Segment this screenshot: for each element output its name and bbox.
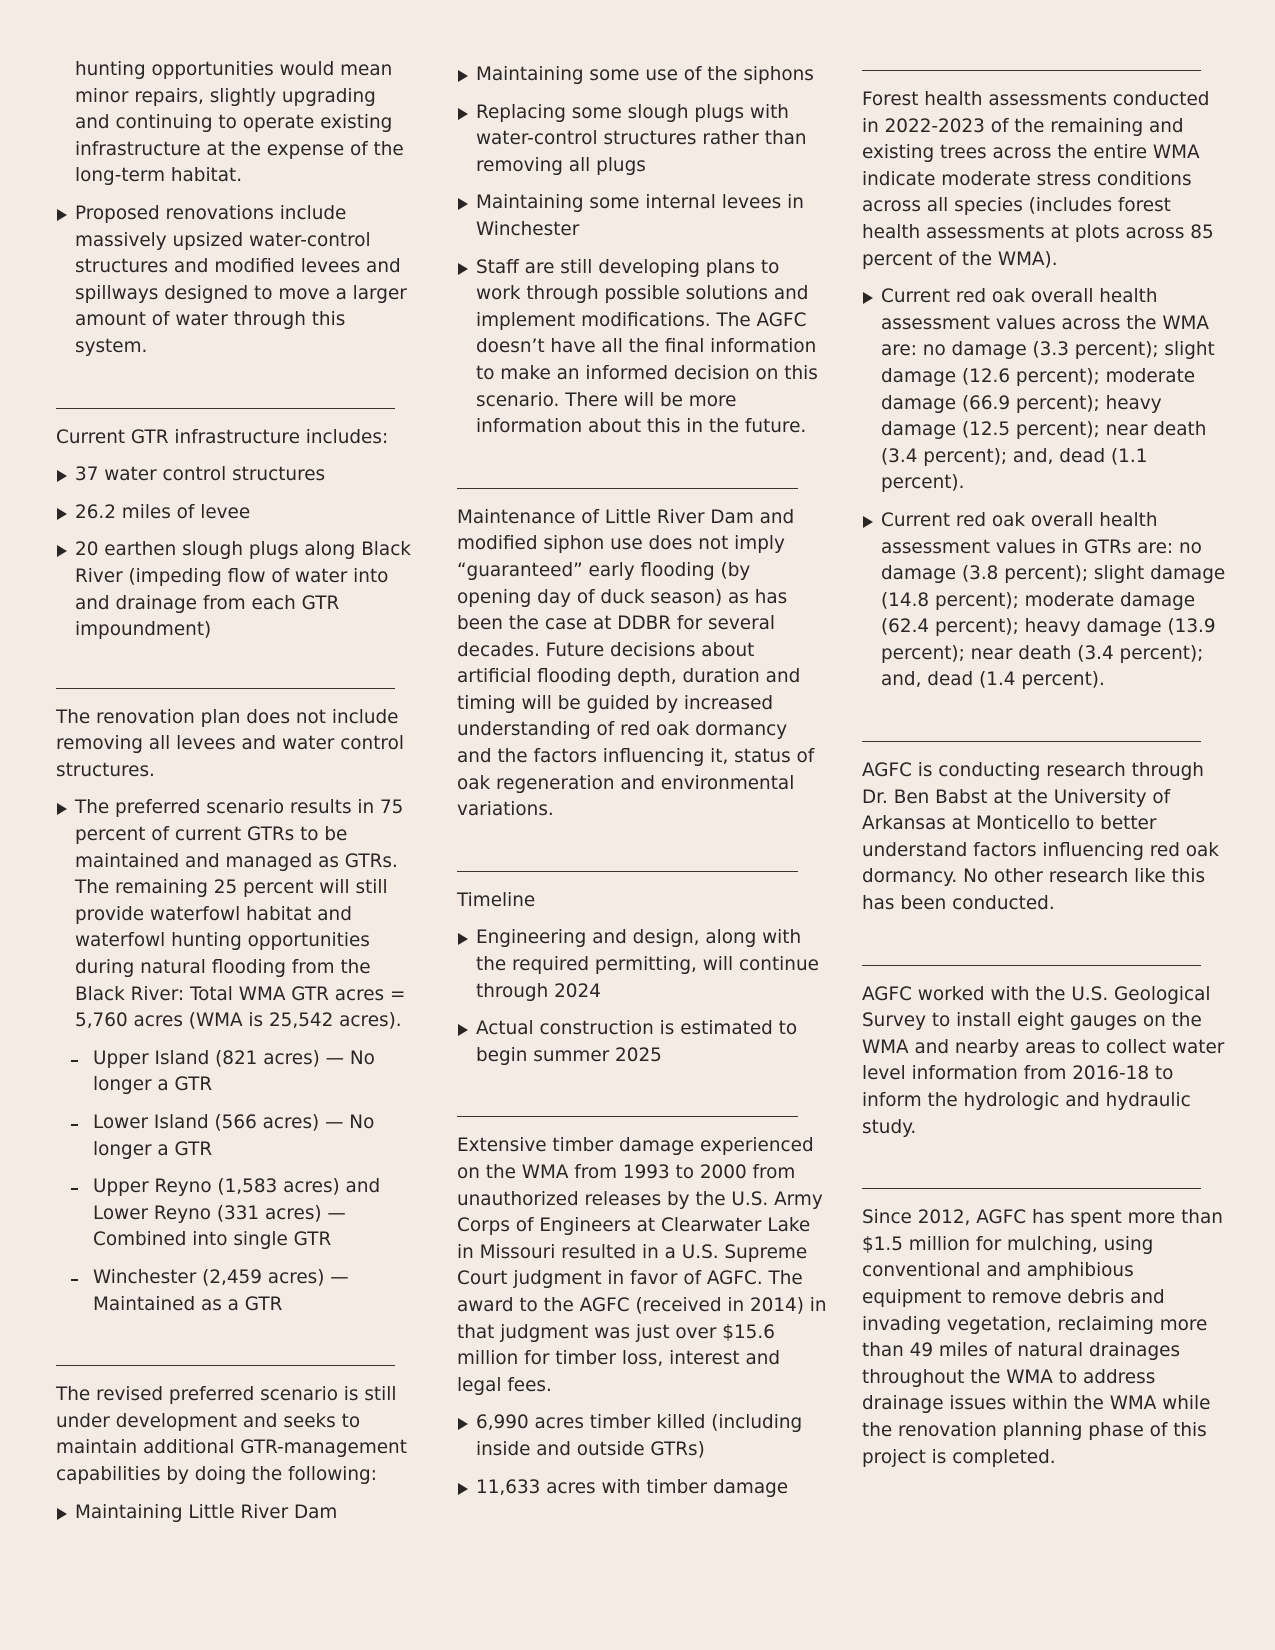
sub-list-item: Winchester (2,459 acres) — Maintained as a GTR bbox=[56, 1265, 416, 1318]
section-divider bbox=[56, 408, 395, 409]
bullet-item: Replacing some slough plugs with water-control structures rather than removing all plugs bbox=[457, 100, 827, 180]
sub-list-item: Upper Reyno (1,583 acres) and Lower Reyno (331 acres) — Combined into single GTR bbox=[56, 1174, 416, 1254]
section-divider bbox=[862, 1188, 1201, 1189]
bullet-item: Maintaining some use of the siphons bbox=[457, 62, 827, 89]
bullet-item: 20 earthen slough plugs along Black River (impeding flow of water into and drainage from each GTR impoundment) bbox=[56, 537, 416, 643]
timber-damage-paragraph: Extensive timber damage experienced on the WMA from 1993 to 2000 from unauthorized releases by the U.S. Army Corps of Engineers at Clearwater Lake in Missouri resulted in a U.S. Supreme Court judgment in favor of AGFC. The award to the AGFC (received in 2014) in that judgment was just over $15.6 million for timber loss, interest and legal fees. bbox=[457, 1135, 827, 1396]
bullet-item: Engineering and design, along with the required permitting, will continue through 2024 bbox=[457, 925, 827, 1005]
bullet-item: Staff are still developing plans to work through possible solutions and implement modifications. The AGFC doesn’t have all the final information to make an informed decision on this scenario. There will be more information about this in the future. bbox=[457, 255, 827, 441]
sub-list-item: Lower Island (566 acres) — No longer a GTR bbox=[56, 1110, 416, 1163]
mulching-paragraph: Since 2012, AGFC has spent more than $1.5 million for mulching, using conventional and amphibious equipment to remove debris and invading vegetation, reclaiming more than 49 miles of natural drainages throughout the WMA to address drainage issues within the WMA while the renovation planning phase of this project is completed. bbox=[862, 1207, 1223, 1468]
bullet-item: The preferred scenario results in 75 percent of current GTRs to be maintained and managed as GTRs. The remaining 25 percent will still provide waterfowl habitat and waterfowl hunting opportunities during natural flooding from the Black River: Total WMA GTR acres = 5,760 acres (WMA is 25,542 acres). bbox=[56, 795, 416, 1034]
intro-continuation: hunting opportunities would mean minor repairs, slightly upgrading and continuing to operate existing infrastructure at the expense of the long-term habitat. bbox=[75, 59, 404, 187]
column-middle bbox=[457, 0, 827, 1501]
section-divider bbox=[862, 70, 1201, 71]
bullet-item: 6,990 acres timber killed (including inside and outside GTRs) bbox=[457, 1410, 827, 1463]
section-heading-infrastructure: Current GTR infrastructure includes: bbox=[56, 426, 389, 448]
section-divider bbox=[862, 741, 1201, 742]
section-divider bbox=[457, 1116, 798, 1117]
bullet-item: Current red oak overall health assessment values across the WMA are: no damage (3.3 percent); slight damage (12.6 percent); moderate damage (66.9 percent); heavy damage (12.5 percent); near death (3.4 percent); and, dead (1.1 percent). bbox=[862, 284, 1232, 497]
column-left bbox=[56, 0, 416, 1526]
sub-list-item: Upper Island (821 acres) — No longer a GTR bbox=[56, 1046, 416, 1099]
section-heading-revised-scenario: The revised preferred scenario is still under development and seeks to maintain additional GTR-management capabilities by doing the following: bbox=[56, 1384, 407, 1485]
section-divider bbox=[56, 1365, 395, 1366]
bullet-item: Maintaining Little River Dam bbox=[56, 1500, 416, 1527]
usgs-paragraph: AGFC worked with the U.S. Geological Survey to install eight gauges on the WMA and nearby areas to collect water level information from 2016-18 to inform the hydrologic and hydraulic study. bbox=[862, 983, 1225, 1138]
bullet-item: 26.2 miles of levee bbox=[56, 500, 416, 527]
bullet-item: Actual construction is estimated to begin summer 2025 bbox=[457, 1016, 827, 1069]
section-divider bbox=[56, 688, 395, 689]
bullet-item: Current red oak overall health assessment values in GTRs are: no damage (3.8 percent); slight damage (14.8 percent); moderate damage (62.4 percent); heavy damage (13.9 percent); near death (3.4 percent); and, dead (1.4 percent). bbox=[862, 508, 1232, 694]
column-right bbox=[862, 0, 1232, 1471]
maintenance-paragraph: Maintenance of Little River Dam and modified siphon use does not imply “guaranteed” early flooding (by opening day of duck season) as has been the case at DDBR for several decades. Future decisions about artificial flooding depth, duration and timing will be guided by increased understanding of red oak dormancy and the factors influencing it, status of oak regeneration and environmental variations. bbox=[457, 506, 815, 821]
section-heading-renovation-plan: The renovation plan does not include removing all levees and water control structures. bbox=[56, 706, 404, 781]
bullet-item: 37 water control structures bbox=[56, 462, 416, 489]
research-paragraph: AGFC is conducting research through Dr. Ben Babst at the University of Arkansas at Monticello to better understand factors influencing red oak dormancy. No other research like this has been conducted. bbox=[862, 760, 1219, 915]
section-divider bbox=[457, 871, 798, 872]
section-heading-timeline: Timeline bbox=[457, 889, 536, 911]
section-divider bbox=[862, 965, 1201, 966]
bullet-item: 11,633 acres with timber damage bbox=[457, 1475, 827, 1502]
bullet-item: Proposed renovations include massively upsized water-control structures and modified levees and spillways designed to move a larger amount of water through this system. bbox=[56, 201, 416, 361]
forest-health-paragraph: Forest health assessments conducted in 2022-2023 of the remaining and existing trees across the entire WMA indicate moderate stress conditions across all species (includes forest health assessments at plots across 85 percent of the WMA). bbox=[862, 89, 1214, 270]
section-divider bbox=[457, 488, 798, 489]
bullet-item: Maintaining some internal levees in Winchester bbox=[457, 190, 827, 243]
